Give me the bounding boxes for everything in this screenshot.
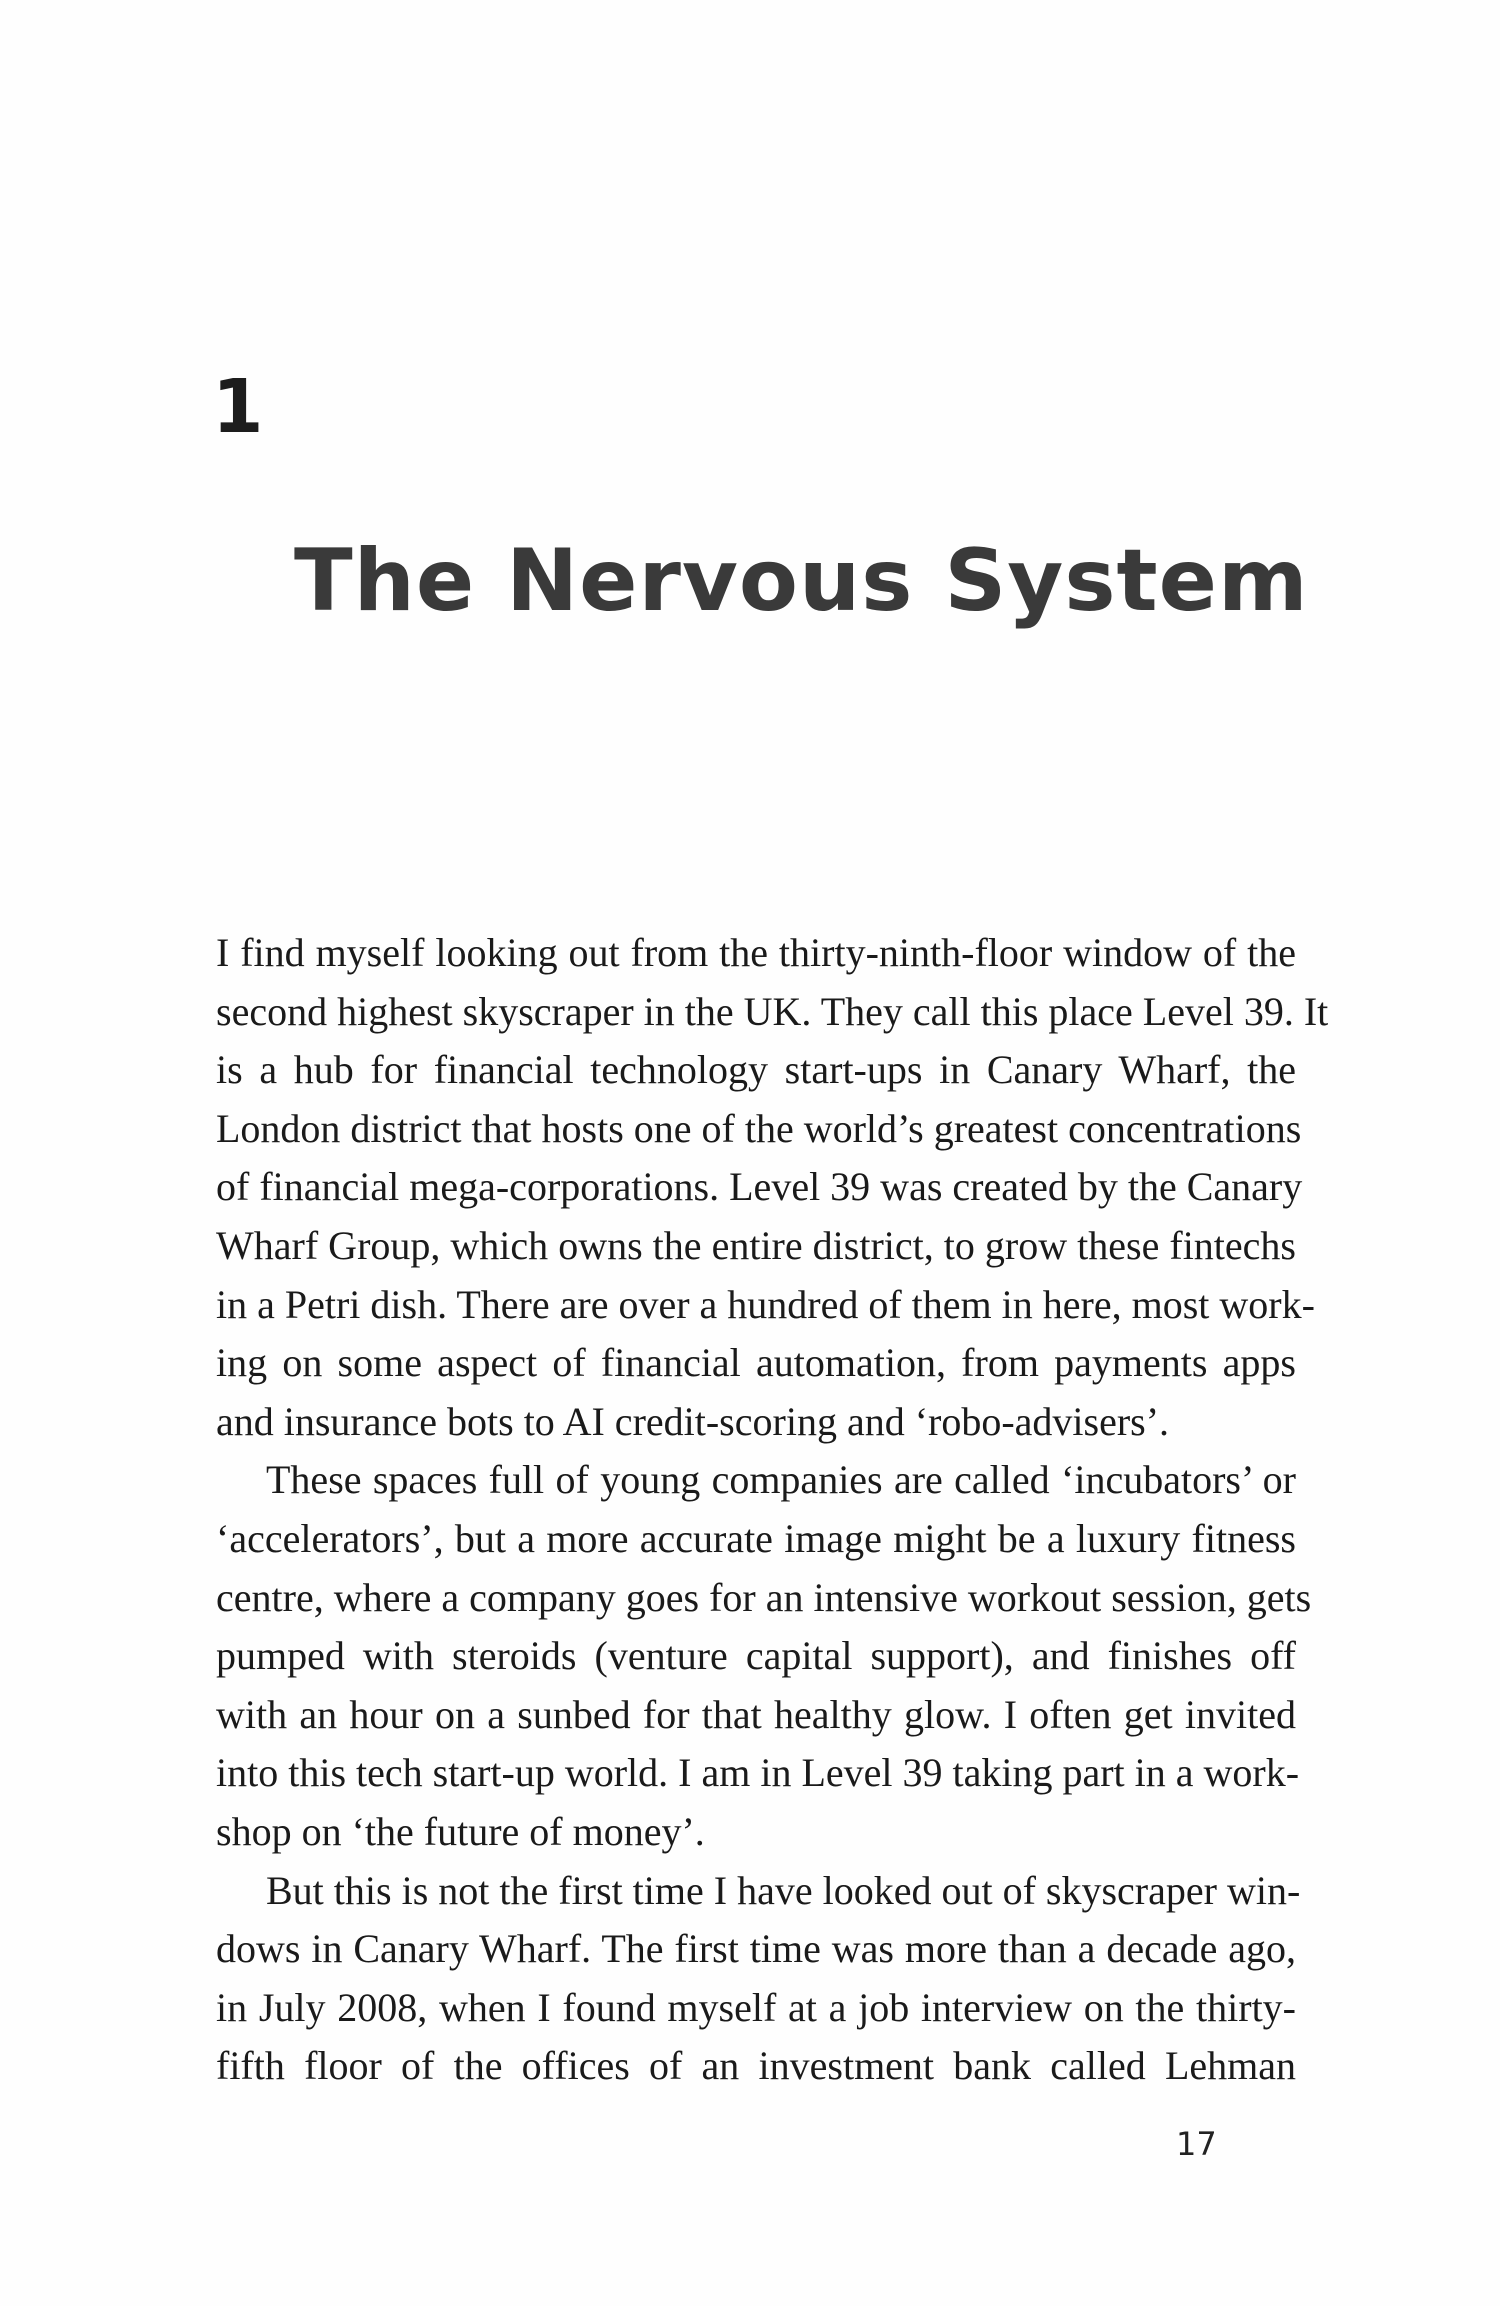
text-line: ing on some aspect of financial automation, from payments apps: [216, 1340, 1296, 1386]
chapter-number: 1: [212, 364, 264, 450]
text-line: of financial mega-corporations. Level 39 was created by the Canary: [216, 1164, 1303, 1210]
paragraph-1: [216, 924, 1329, 1451]
text-line: shop on ‘the future of money’.: [216, 1808, 705, 1854]
text-line: These spaces full of young companies are called ‘incubators’ or: [266, 1457, 1296, 1503]
paragraph-3: [216, 1862, 1301, 2096]
text-line: I find myself looking out from the thirty-ninth-floor window of the: [216, 930, 1296, 975]
page-number: 17: [1176, 2125, 1217, 2163]
text-line: pumped with steroids (venture capital support), and finishes off: [216, 1633, 1296, 1679]
text-line: ‘accelerators’, but a more accurate image might be a luxury fitness: [216, 1515, 1296, 1561]
text-line: into this tech start-up world. I am in Level 39 taking part in a work-: [216, 1750, 1300, 1796]
text-line: is a hub for financial technology start-ups in Canary Wharf, the: [216, 1047, 1296, 1093]
text-line: in a Petri dish. There are over a hundred of them in here, most work-: [216, 1281, 1315, 1327]
paragraph-2: [216, 1451, 1312, 1861]
text-line: London district that hosts one of the world’s greatest concentrations: [216, 1105, 1302, 1151]
text-line: with an hour on a sunbed for that healthy glow. I often get invited: [216, 1691, 1296, 1737]
text-line: fifth floor of the offices of an investment bank called Lehman: [216, 2043, 1296, 2089]
text-line: centre, where a company goes for an intensive workout session, gets: [216, 1574, 1312, 1620]
chapter-title: The Nervous System: [294, 531, 1309, 631]
text-line: in July 2008, when I found myself at a job interview on the thirty-: [216, 1984, 1296, 2030]
text-line: dows in Canary Wharf. The first time was more than a decade ago,: [216, 1926, 1296, 1972]
text-line: second highest skyscraper in the UK. They call this place Level 39. It: [216, 988, 1329, 1034]
body-text: [216, 924, 1329, 2096]
text-line: But this is not the first time I have looked out of skyscraper win-: [266, 1867, 1301, 1913]
text-line: Wharf Group, which owns the entire district, to grow these fintechs: [216, 1222, 1296, 1268]
text-line: and insurance bots to AI credit-scoring and ‘robo-advisers’.: [216, 1398, 1170, 1444]
